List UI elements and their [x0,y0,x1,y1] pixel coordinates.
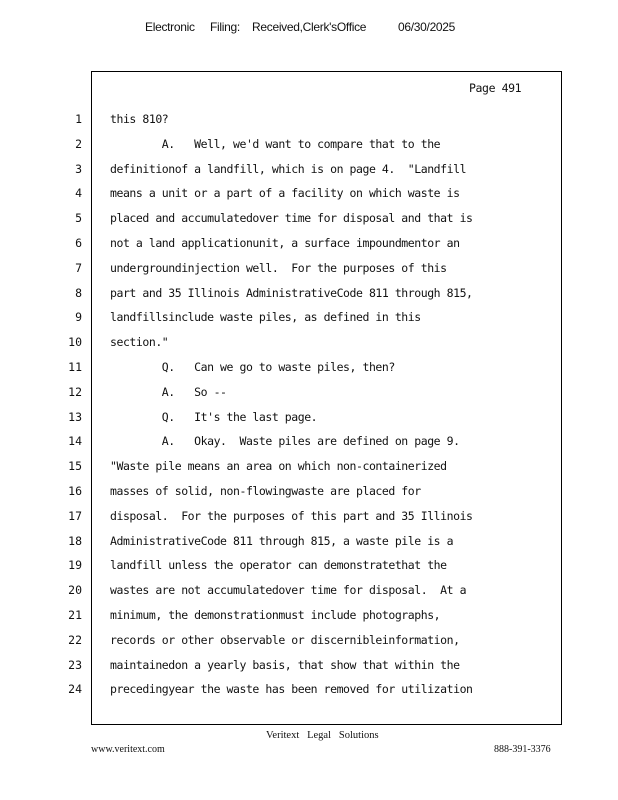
transcript-line [0,236,618,261]
line-number: 8 [75,285,82,300]
line-text: definitionof a landfill, which is on page 4. "Landfill [110,161,467,176]
footer-phone: 888-391-3376 [494,744,551,755]
line-number: 14 [68,434,82,449]
transcript-line [0,608,618,633]
line-number: 21 [68,608,82,622]
line-text: minimum, the demonstrationmust include photographs, [110,608,441,622]
line-text: part and 35 Illinois AdministrativeCode 811 through 815, [110,285,473,300]
transcript-line [0,484,618,509]
transcript-line [0,162,618,187]
line-number: 4 [75,186,82,201]
line-text: wastes are not accumulatedover time for disposal. At a [110,583,467,598]
line-text: section." [110,335,169,350]
line-number: 24 [68,682,82,697]
transcript-line [0,286,618,311]
line-number: 5 [75,211,82,226]
transcript-line [0,360,618,385]
line-text: A. So -- [110,384,227,399]
transcript-line [0,112,618,137]
transcript-line [0,186,618,211]
footer-website: www.veritext.com [91,744,165,755]
transcript-line [0,633,618,658]
transcript-line [0,509,618,534]
line-number: 20 [68,583,82,598]
line-text: records or other observable or discernibleinformation, [110,632,460,647]
transcript-line [0,459,618,484]
line-number: 7 [75,260,82,275]
line-number: 3 [75,161,82,176]
transcript-line [0,385,618,410]
line-number: 1 [75,112,82,126]
line-number: 9 [75,310,82,325]
filing-header-received: Received,Clerk'sOffice [252,20,367,34]
transcript-line [0,583,618,608]
transcript-line [0,682,618,707]
line-text: Q. Can we go to waste piles, then? [110,360,395,374]
line-text: A. Well, we'd want to compare that to the [110,136,441,151]
line-number: 16 [68,484,82,498]
line-number: 22 [68,632,82,647]
line-number: 17 [68,508,82,523]
filing-header-filing: Filing: [210,20,240,34]
transcript-line [0,434,618,459]
line-number: 6 [75,236,82,250]
transcript-line [0,410,618,435]
transcript-line [0,658,618,683]
line-text: masses of solid, non-flowingwaste are placed for [110,484,421,498]
line-number: 11 [68,360,82,374]
transcript-line [0,558,618,583]
transcript-line [0,137,618,162]
line-number: 10 [68,335,82,350]
line-number: 15 [68,459,82,474]
line-number: 13 [68,409,82,424]
footer-company: Veritext Legal Solutions [266,730,379,741]
line-text: not a land applicationunit, a surface impoundmentor an [110,236,460,250]
filing-header [0,20,618,38]
line-text: this 810? [110,112,169,126]
line-number: 18 [68,533,82,548]
line-number: 2 [75,136,82,151]
line-number: 23 [68,657,82,672]
line-text: landfill unless the operator can demonstratethat the [110,558,447,573]
line-number: 12 [68,384,82,399]
line-text: means a unit or a part of a facility on which waste is [110,186,460,201]
line-number: 19 [68,558,82,573]
line-text: Q. It's the last page. [110,409,318,424]
line-text: AdministrativeCode 811 through 815, a waste pile is a [110,533,454,548]
filing-header-date: 06/30/2025 [398,20,456,34]
transcript-line [0,261,618,286]
line-text: disposal. For the purposes of this part and 35 Illinois [110,508,473,523]
transcript-line [0,534,618,559]
page-number: Page 491 [469,81,522,95]
line-text: landfillsinclude waste piles, as defined in this [110,310,421,325]
line-text: A. Okay. Waste piles are defined on page 9. [110,434,460,449]
line-text: placed and accumulatedover time for disposal and that is [110,211,473,226]
filing-header-electronic: Electronic [145,20,195,34]
line-text: "Waste pile means an area on which non-containerized [110,459,447,474]
line-text: maintainedon a yearly basis, that show that within the [110,657,460,672]
line-text: undergroundinjection well. For the purposes of this [110,260,447,275]
transcript-line [0,335,618,360]
transcript-line [0,310,618,335]
line-text: precedingyear the waste has been removed for utilization [110,682,473,697]
transcript-line [0,211,618,236]
